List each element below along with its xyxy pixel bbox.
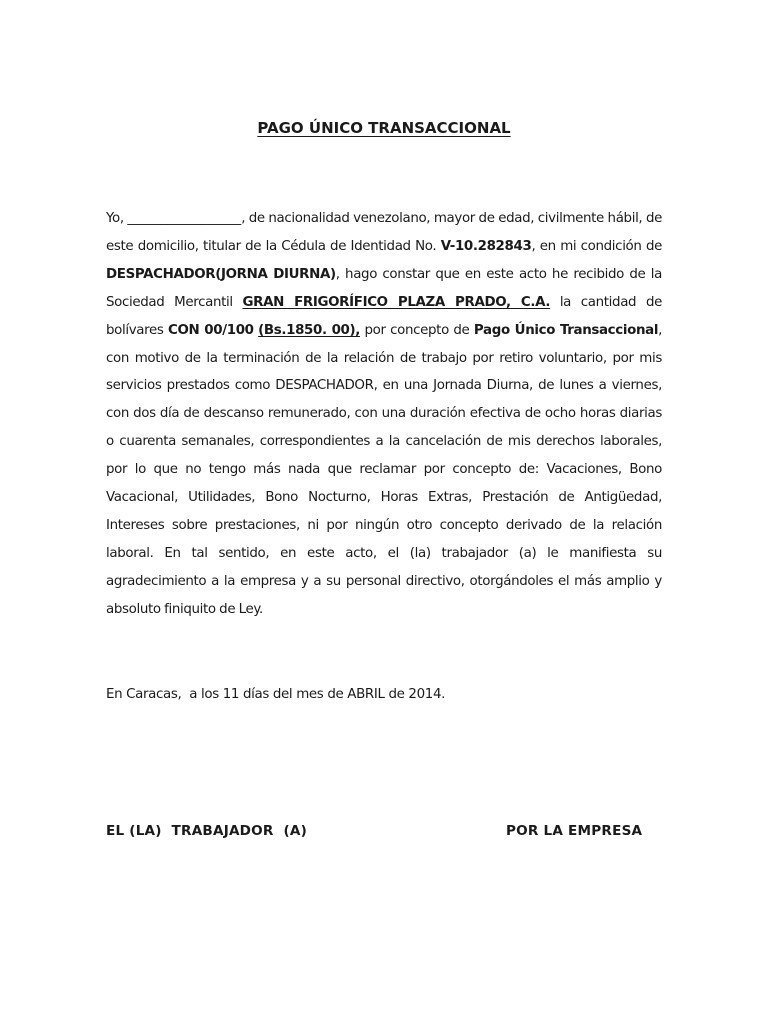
body-text-4: , hago constar que en este acto he recibido de la Sociedad Mercantil: [106, 266, 662, 310]
body-text-7: por concepto de: [360, 322, 474, 338]
body-text-2: , de nacionalidad venezolano, mayor de edad, civilmente hábil, de este domicilio, titular de la Cédula de Identidad No.: [106, 211, 662, 254]
document-title: PAGO ÚNICO TRANSACCIONAL: [257, 119, 511, 137]
job-position: DESPACHADOR(JORNA DIURNA): [106, 266, 336, 282]
amount-in-words: CON 00/100: [168, 322, 254, 338]
cedula-number: V-10.282843: [440, 238, 532, 254]
company-name: GRAN FRIGORÍFICO PLAZA PRADO, C.A.: [242, 294, 551, 310]
body-text-1: Yo,: [106, 211, 128, 226]
date-line: En Caracas, a los 11 días del mes de ABRIL de 2014.: [106, 687, 446, 702]
body-text-5: la cantidad de bolívares: [106, 294, 662, 338]
amount-figure: (Bs.1850. 00),: [258, 322, 361, 338]
payment-concept: Pago Único Transaccional: [473, 322, 659, 338]
body-text-8: , con motivo de la terminación de la relación de trabajo por retiro voluntario, por mis servicios prestados como DESPACHADOR, en una Jornada Diurna, de lunes a viernes, con dos día de descanso remunerado, con una duración efectiva de ocho horas diarias o cuarenta semanales, correspondientes a la cancelación de mis derechos laborales, por lo que no tengo más nada que reclamar por concepto de: Vacaciones, Bono Vacacional, Utilidades, Bono Nocturno, Horas Extras, Prestación de Antigüedad, Intereses sobre prestaciones, ni por ningún otro concepto derivado de la relación laboral. En tal sentido, en este acto, el (la) trabajador (a) le manifiesta su agradecimiento a la empresa y a su personal directivo, otorgándoles el más amplio y absoluto finiquito de Ley.: [106, 322, 662, 617]
body-text-3: , en mi condición de: [531, 238, 662, 254]
body-paragraph: [106, 205, 662, 624]
signature-worker-label: EL (LA) TRABAJADOR (A): [106, 823, 307, 839]
name-blank-line: _________________: [127, 211, 242, 226]
signature-company-label: POR LA EMPRESA: [506, 823, 643, 839]
